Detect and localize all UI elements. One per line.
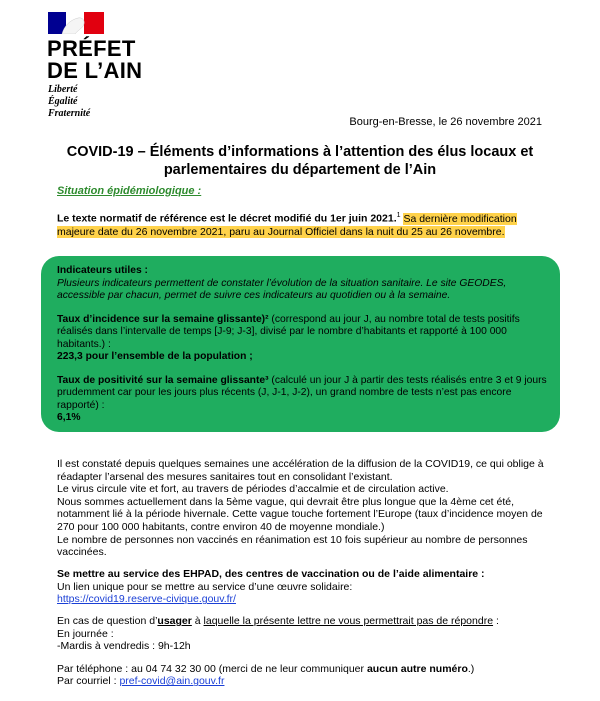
en-journee: En journée : [57,627,114,640]
incidence-label: Taux d’incidence sur la semaine glissante)² [57,313,269,325]
email-link[interactable]: pref-covid@ain.gouv.fr [119,675,225,688]
motto-liberte: Liberté [48,84,78,95]
contact-section [57,615,552,688]
hours: -Mardis à vendredis : 9h-12h [57,640,191,653]
phone-bold: aucun autre numéro [366,662,468,675]
indicators-content [57,265,547,425]
positivity-description: (calculé un jour J à partir des tests réalisés entre 3 et 9 jours prudemment car pour les jours plus récents (J, J-1, J-2), un grand nombre de tests n’est pas encore rapporté) : [57,374,547,411]
reserve-civique-link[interactable]: https://covid19.reserve-civique.gouv.fr/ [57,593,236,606]
date-line: Bourg-en-Bresse, le 26 novembre 2021 [349,116,542,128]
prefet-line2: DE L’AIN [47,58,143,83]
service-section [57,568,552,606]
positivity-label: Taux de positivité sur la semaine glissante³ [57,374,269,386]
indicators-intro: Plusieurs indicateurs permettent de constater l’évolution de la situation sanitaire. Le site GEODES, accessible par chacun, permet de suivre ces indicateurs au quotidien ou à la semaine. [57,277,507,301]
question-text: En cas de question d’ [57,615,158,627]
question-end: : [493,615,499,627]
incidence-value: 223,3 pour l’ensemble de la population ; [57,351,253,362]
question-underlined: laquelle la présente lettre ne vous permettrait pas de répondre [203,615,494,627]
document-title [40,143,560,179]
question-text: à [191,615,204,627]
situation-paragraph [57,458,552,559]
paragraph-line: Nous sommes actuellement dans la 5ème vague, qui devrait être plus longue que la 4ème cet été, notamment lié à la période hivernale. Cette vague touche fortement l’Europe (taux d’incidence moyen de 270 pour 100 000 habitants, contre environ 40 de moyenne mondiale.) [57,495,543,533]
indicators-heading: Indicateurs utiles : [57,265,148,276]
situation-heading: Situation épidémiologique : [57,185,202,197]
motto-egalite: Égalité [48,96,78,107]
motto [48,84,90,120]
service-heading: Se mettre au service des EHPAD, des centres de vaccination ou de l’aide alimentaire : [57,568,485,580]
title-line1: COVID-19 – Éléments d’informations à l’attention des élus locaux et [66,144,534,160]
footnote-mark: 1 [396,212,401,219]
paragraph-line: Il est constaté depuis quelques semaines une accélération de la diffusion de la COVID19, ce qui oblige à réadapter l’arsenal des mesures sanitaires tout en consolidant l’existant. [57,458,544,483]
motto-fraternite: Fraternité [48,108,91,119]
marianne-logo [48,12,104,34]
normatif-paragraph [57,209,547,239]
normatif-highlight: Sa dernière modification majeure date du 26 novembre 2021, paru au Journal Officiel dans la nuit du 25 au 26 novembre. [57,212,517,238]
incidence-description: (correspond au jour J, au nombre total de tests positifs réalisés dans l’intervalle de temps [J-9; J-3], divisé par le nombre d’habitants et rapporté à 100 000 habitants.) : [57,313,520,350]
positivity-value: 6,1% [57,412,81,423]
normatif-text: Le texte normatif de référence est le décret modifié du 1er juin 2021. [57,212,397,225]
phone-end: .) [467,662,475,675]
paragraph-line: Le nombre de personnes non vaccinés en réanimation est 10 fois supérieur au nombre de personnes vaccinées. [57,533,528,559]
prefecture-name [47,38,142,82]
paragraph-line: Le virus circule vite et fort, au travers de périodes d’accalmie et de circulation active. [57,483,449,496]
question-usager: usager [157,615,192,627]
mail-label: Par courriel : [57,675,120,688]
title-line2: parlementaires du département de l’Ain [163,162,437,178]
prefet-line1: PRÉFET [47,36,136,61]
service-line: Un lien unique pour se mettre au service d’une œuvre solidaire: [57,580,353,593]
phone-text: Par téléphone : au 04 74 32 30 00 (merci de ne leur communiquer [57,662,367,675]
